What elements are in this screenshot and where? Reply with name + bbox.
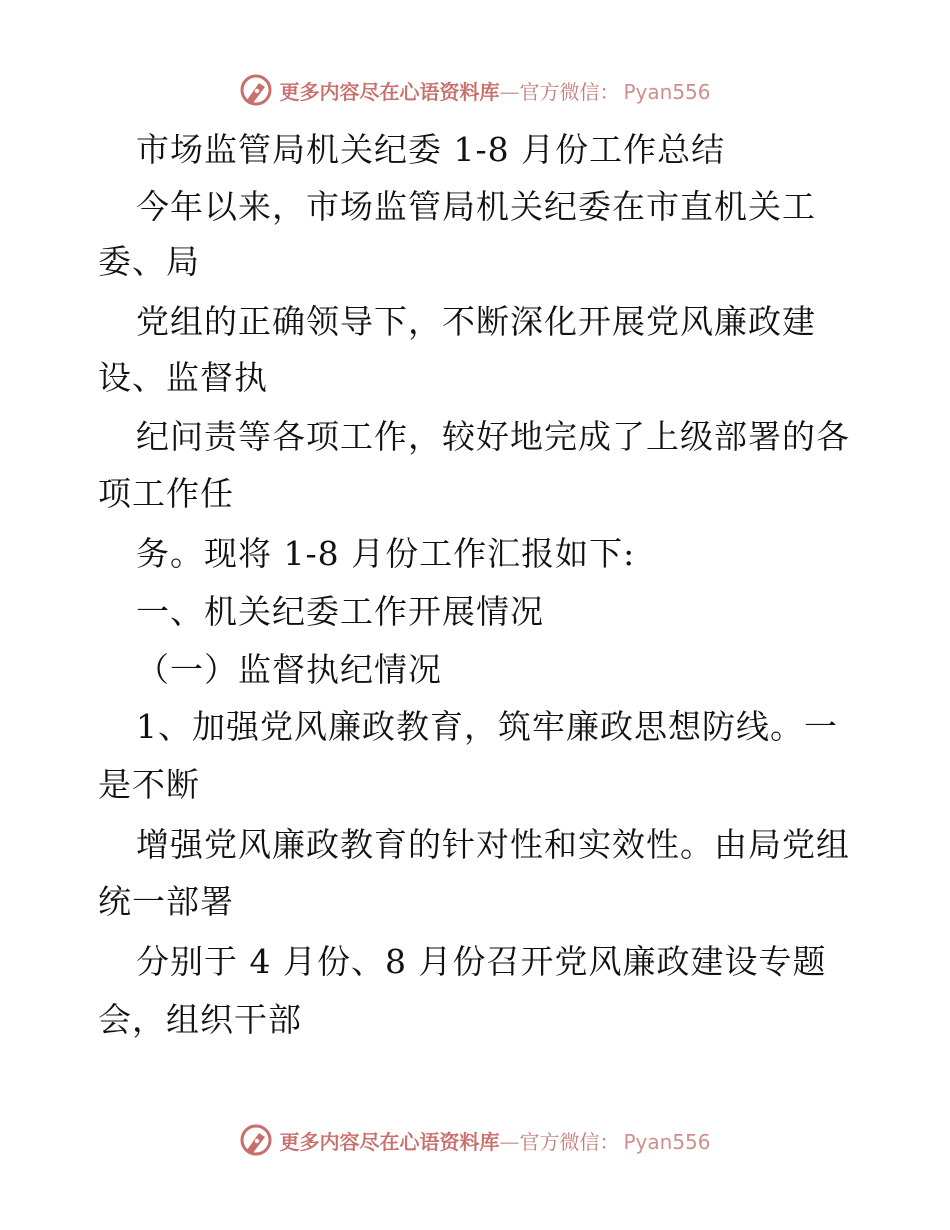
paragraph-line: 项工作任 bbox=[98, 474, 234, 513]
watermark-wechat-label: 官方微信： bbox=[519, 79, 620, 104]
watermark-text bbox=[279, 76, 710, 105]
watermark-separator: — bbox=[499, 1129, 520, 1154]
watermark-handle: Pyan556 bbox=[623, 79, 711, 104]
paragraph-line: 统一部署 bbox=[98, 882, 234, 921]
header-watermark-banner bbox=[0, 70, 950, 110]
footer-watermark-banner bbox=[0, 1120, 950, 1160]
paragraph-line: 党组的正确领导下，不断深化开展党风廉政建 bbox=[136, 302, 816, 341]
paragraph-line: 设、监督执 bbox=[98, 358, 268, 397]
watermark-separator: — bbox=[499, 79, 520, 104]
watermark-text bbox=[279, 1126, 710, 1155]
pen-nib-logo-icon bbox=[239, 73, 273, 107]
paragraph-line: 委、局 bbox=[98, 242, 200, 281]
subsection-heading: （一）监督执纪情况 bbox=[136, 650, 442, 689]
watermark-handle: Pyan556 bbox=[623, 1129, 711, 1154]
paragraph-line: 纪问责等各项工作，较好地完成了上级部署的各 bbox=[136, 417, 850, 456]
watermark-brand: 更多内容尽在心语资料库 bbox=[279, 1129, 500, 1154]
paragraph-line: 今年以来，市场监管局机关纪委在市直机关工 bbox=[136, 187, 816, 226]
document-title: 市场监管局机关纪委 1-8 月份工作总结 bbox=[136, 130, 726, 169]
watermark-wechat-label: 官方微信： bbox=[519, 1129, 620, 1154]
paragraph-line: 增强党风廉政教育的针对性和实效性。由局党组 bbox=[136, 825, 850, 864]
paragraph-line: 务。现将 1-8 月份工作汇报如下: bbox=[136, 534, 636, 573]
pen-nib-logo-icon bbox=[239, 1123, 273, 1157]
section-heading: 一、机关纪委工作开展情况 bbox=[136, 592, 544, 631]
paragraph-line: 会，组织干部 bbox=[98, 1000, 302, 1039]
watermark-brand: 更多内容尽在心语资料库 bbox=[279, 79, 500, 104]
paragraph-line: 分别于 4 月份、8 月份召开党风廉政建设专题 bbox=[136, 942, 827, 981]
paragraph-line: 1、加强党风廉政教育，筑牢廉政思想防线。一 bbox=[136, 707, 838, 746]
paragraph-line: 是不断 bbox=[98, 765, 200, 804]
